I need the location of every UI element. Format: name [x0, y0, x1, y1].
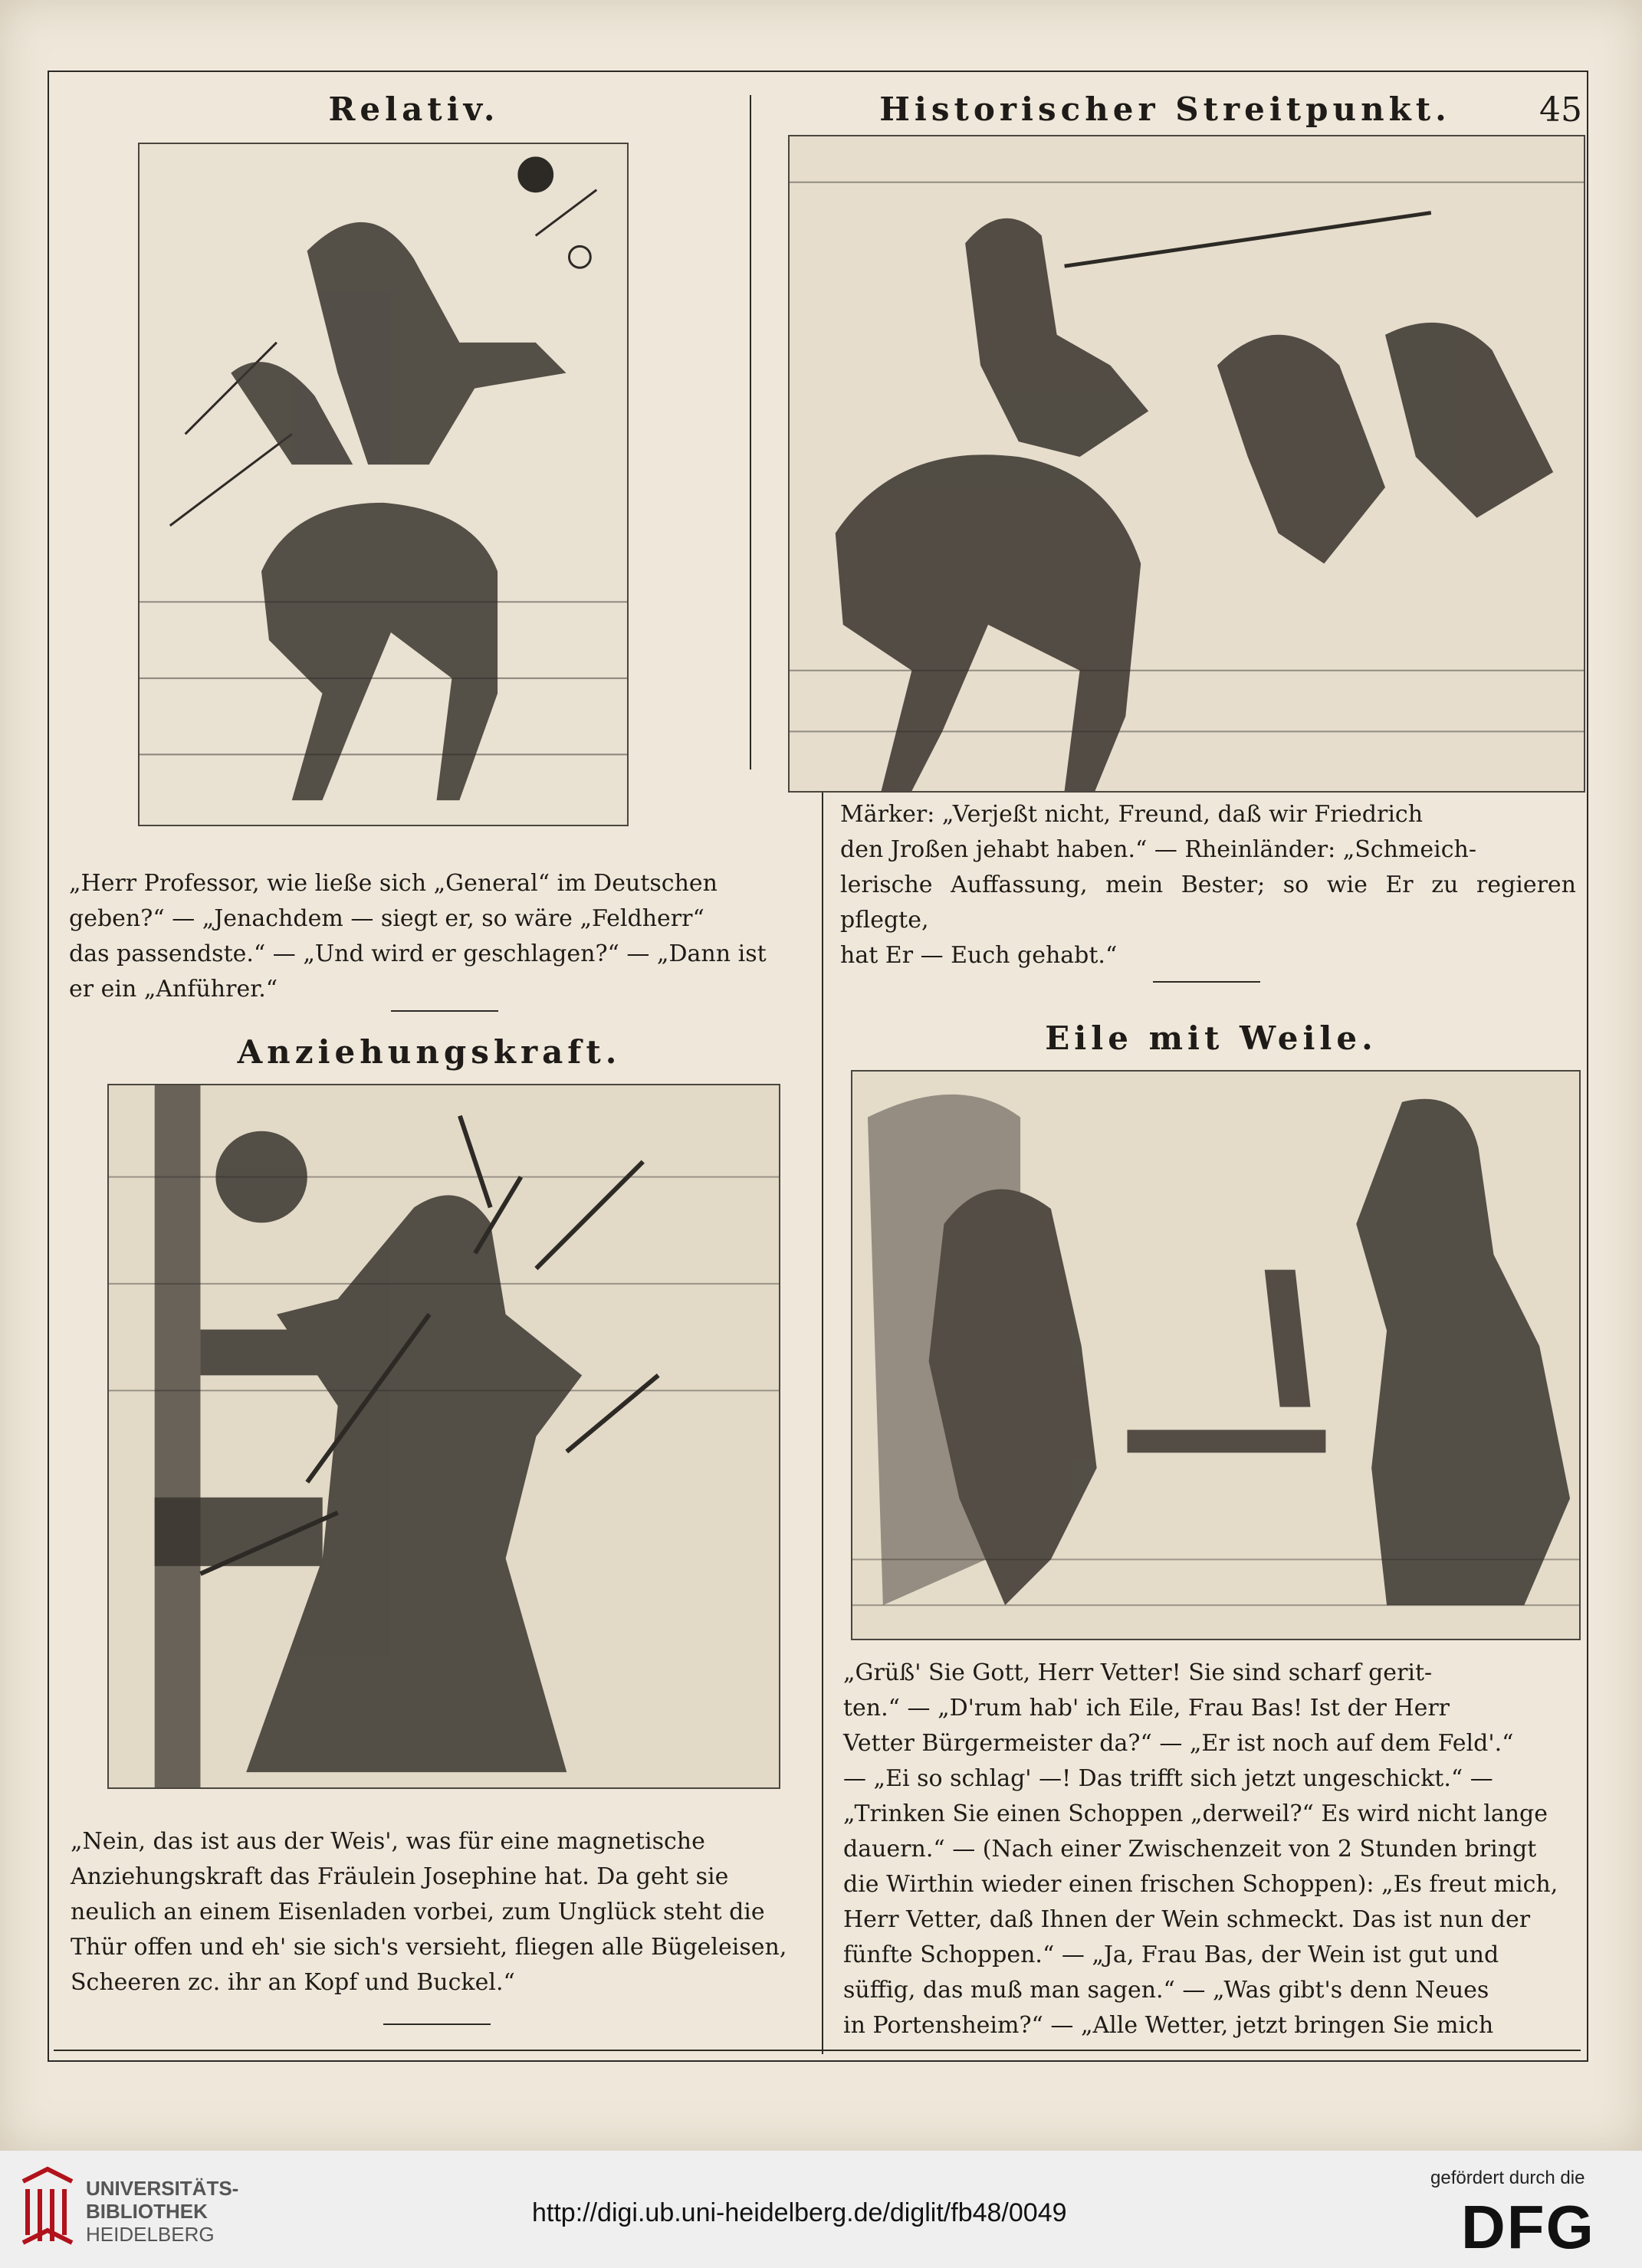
library-name-line: UNIVERSITÄTS-	[86, 2177, 239, 2200]
text-line: lerische Auffassung, mein Bester; so wie Er zu regieren pflegte,	[840, 871, 1576, 934]
text-line: Herr Vetter, daß Ihnen der Wein schmeckt. Das ist nun der	[843, 1906, 1531, 1933]
article-text-historischer-streitpunkt	[840, 797, 1576, 973]
text-line: Märker: „Verjeßt nicht, Freund, daß wir Friedrich	[840, 801, 1424, 828]
text-line: die Wirthin wieder einen frischen Schoppen): „Es freut mich,	[843, 1871, 1558, 1898]
article-title-historischer-streitpunkt: Historischer Streitpunkt.	[879, 90, 1451, 128]
illustration-general-on-horse	[138, 143, 629, 826]
viewer-footer	[0, 2151, 1642, 2268]
text-line: ten.“ — „D'rum hab' ich Eile, Frau Bas! Ist der Herr	[843, 1695, 1450, 1722]
library-name[interactable]	[86, 2177, 238, 2246]
text-line: dauern.“ — (Nach einer Zwischenzeit von 2 Stunden bringt	[843, 1836, 1537, 1863]
text-line: fünfte Schoppen.“ — „Ja, Frau Bas, der Wein ist gut und	[843, 1941, 1499, 1968]
text-line: er ein „Anführer.“	[69, 976, 278, 1003]
section-divider	[1153, 981, 1260, 983]
ub-heidelberg-logo-icon[interactable]	[17, 2166, 78, 2250]
text-line: Thür offen und eh' sie sich's versieht, fliegen alle Bügeleisen,	[71, 1934, 787, 1961]
illustration-tavern-scene	[851, 1070, 1581, 1640]
library-name-line: HEIDELBERG	[86, 2223, 215, 2246]
text-line: Anziehungskraft das Fräulein Josephine hat. Da geht sie	[71, 1863, 729, 1890]
text-line: „Trinken Sie einen Schoppen „derweil?“ Es wird nicht lange	[843, 1800, 1548, 1827]
column-divider-top	[750, 95, 751, 770]
bottom-rule	[54, 2050, 1581, 2051]
illustration-magnetic-woman	[107, 1084, 780, 1789]
text-line: geben?“ — „Jenachdem — siegt er, so wäre „Feldherr“	[69, 905, 704, 932]
text-line: den Jroßen jehabt haben.“ — Rheinländer: „Schmeich-	[840, 836, 1476, 863]
text-line: Vetter Bürgermeister da?“ — „Er ist noch auf dem Feld'.“	[843, 1730, 1514, 1757]
article-text-relativ	[69, 866, 805, 1007]
section-divider	[391, 1010, 498, 1012]
text-line: Scheeren zc. ihr an Kopf und Buckel.“	[71, 1969, 515, 1996]
library-name-line: BIBLIOTHEK	[86, 2200, 208, 2223]
text-line: süffig, das muß man sagen.“ — „Was gibt's denn Neues	[843, 1977, 1489, 2004]
text-line: hat Er — Euch gehabt.“	[840, 942, 1118, 969]
article-title-eile-mit-weile: Eile mit Weile.	[1045, 1019, 1378, 1057]
dfg-logo[interactable]: DFG	[1461, 2193, 1595, 2261]
text-line: „Herr Professor, wie ließe sich „General“ im Deutschen	[69, 870, 718, 897]
column-divider-bottom	[822, 782, 823, 2054]
document-url-link[interactable]: http://digi.ub.uni-heidelberg.de/diglit/fb48/0049	[532, 2198, 1067, 2227]
text-line: — „Ei so schlag' —! Das trifft sich jetzt ungeschickt.“ —	[843, 1765, 1493, 1792]
page-number: 45	[1539, 90, 1582, 130]
article-title-anziehungskraft: Anziehungskraft.	[237, 1033, 622, 1071]
article-title-relativ: Relativ.	[328, 90, 500, 128]
section-divider	[383, 2023, 491, 2025]
text-line: „Grüß' Sie Gott, Herr Vetter! Sie sind scharf gerit-	[843, 1659, 1433, 1686]
text-line: „Nein, das ist aus der Weis', was für eine magnetische	[71, 1828, 705, 1855]
text-line: neulich an einem Eisenladen vorbei, zum Unglück steht die	[71, 1899, 765, 1925]
illustration-frederick-on-horse	[788, 135, 1585, 793]
article-text-anziehungskraft	[71, 1824, 806, 2001]
text-line: das passendste.“ — „Und wird er geschlagen?“ — „Dann ist	[69, 940, 767, 967]
article-text-eile-mit-weile	[843, 1656, 1579, 2043]
funded-by-label: gefördert durch die	[1430, 2168, 1585, 2188]
text-line: in Portensheim?“ — „Alle Wetter, jetzt bringen Sie mich	[843, 2012, 1494, 2039]
